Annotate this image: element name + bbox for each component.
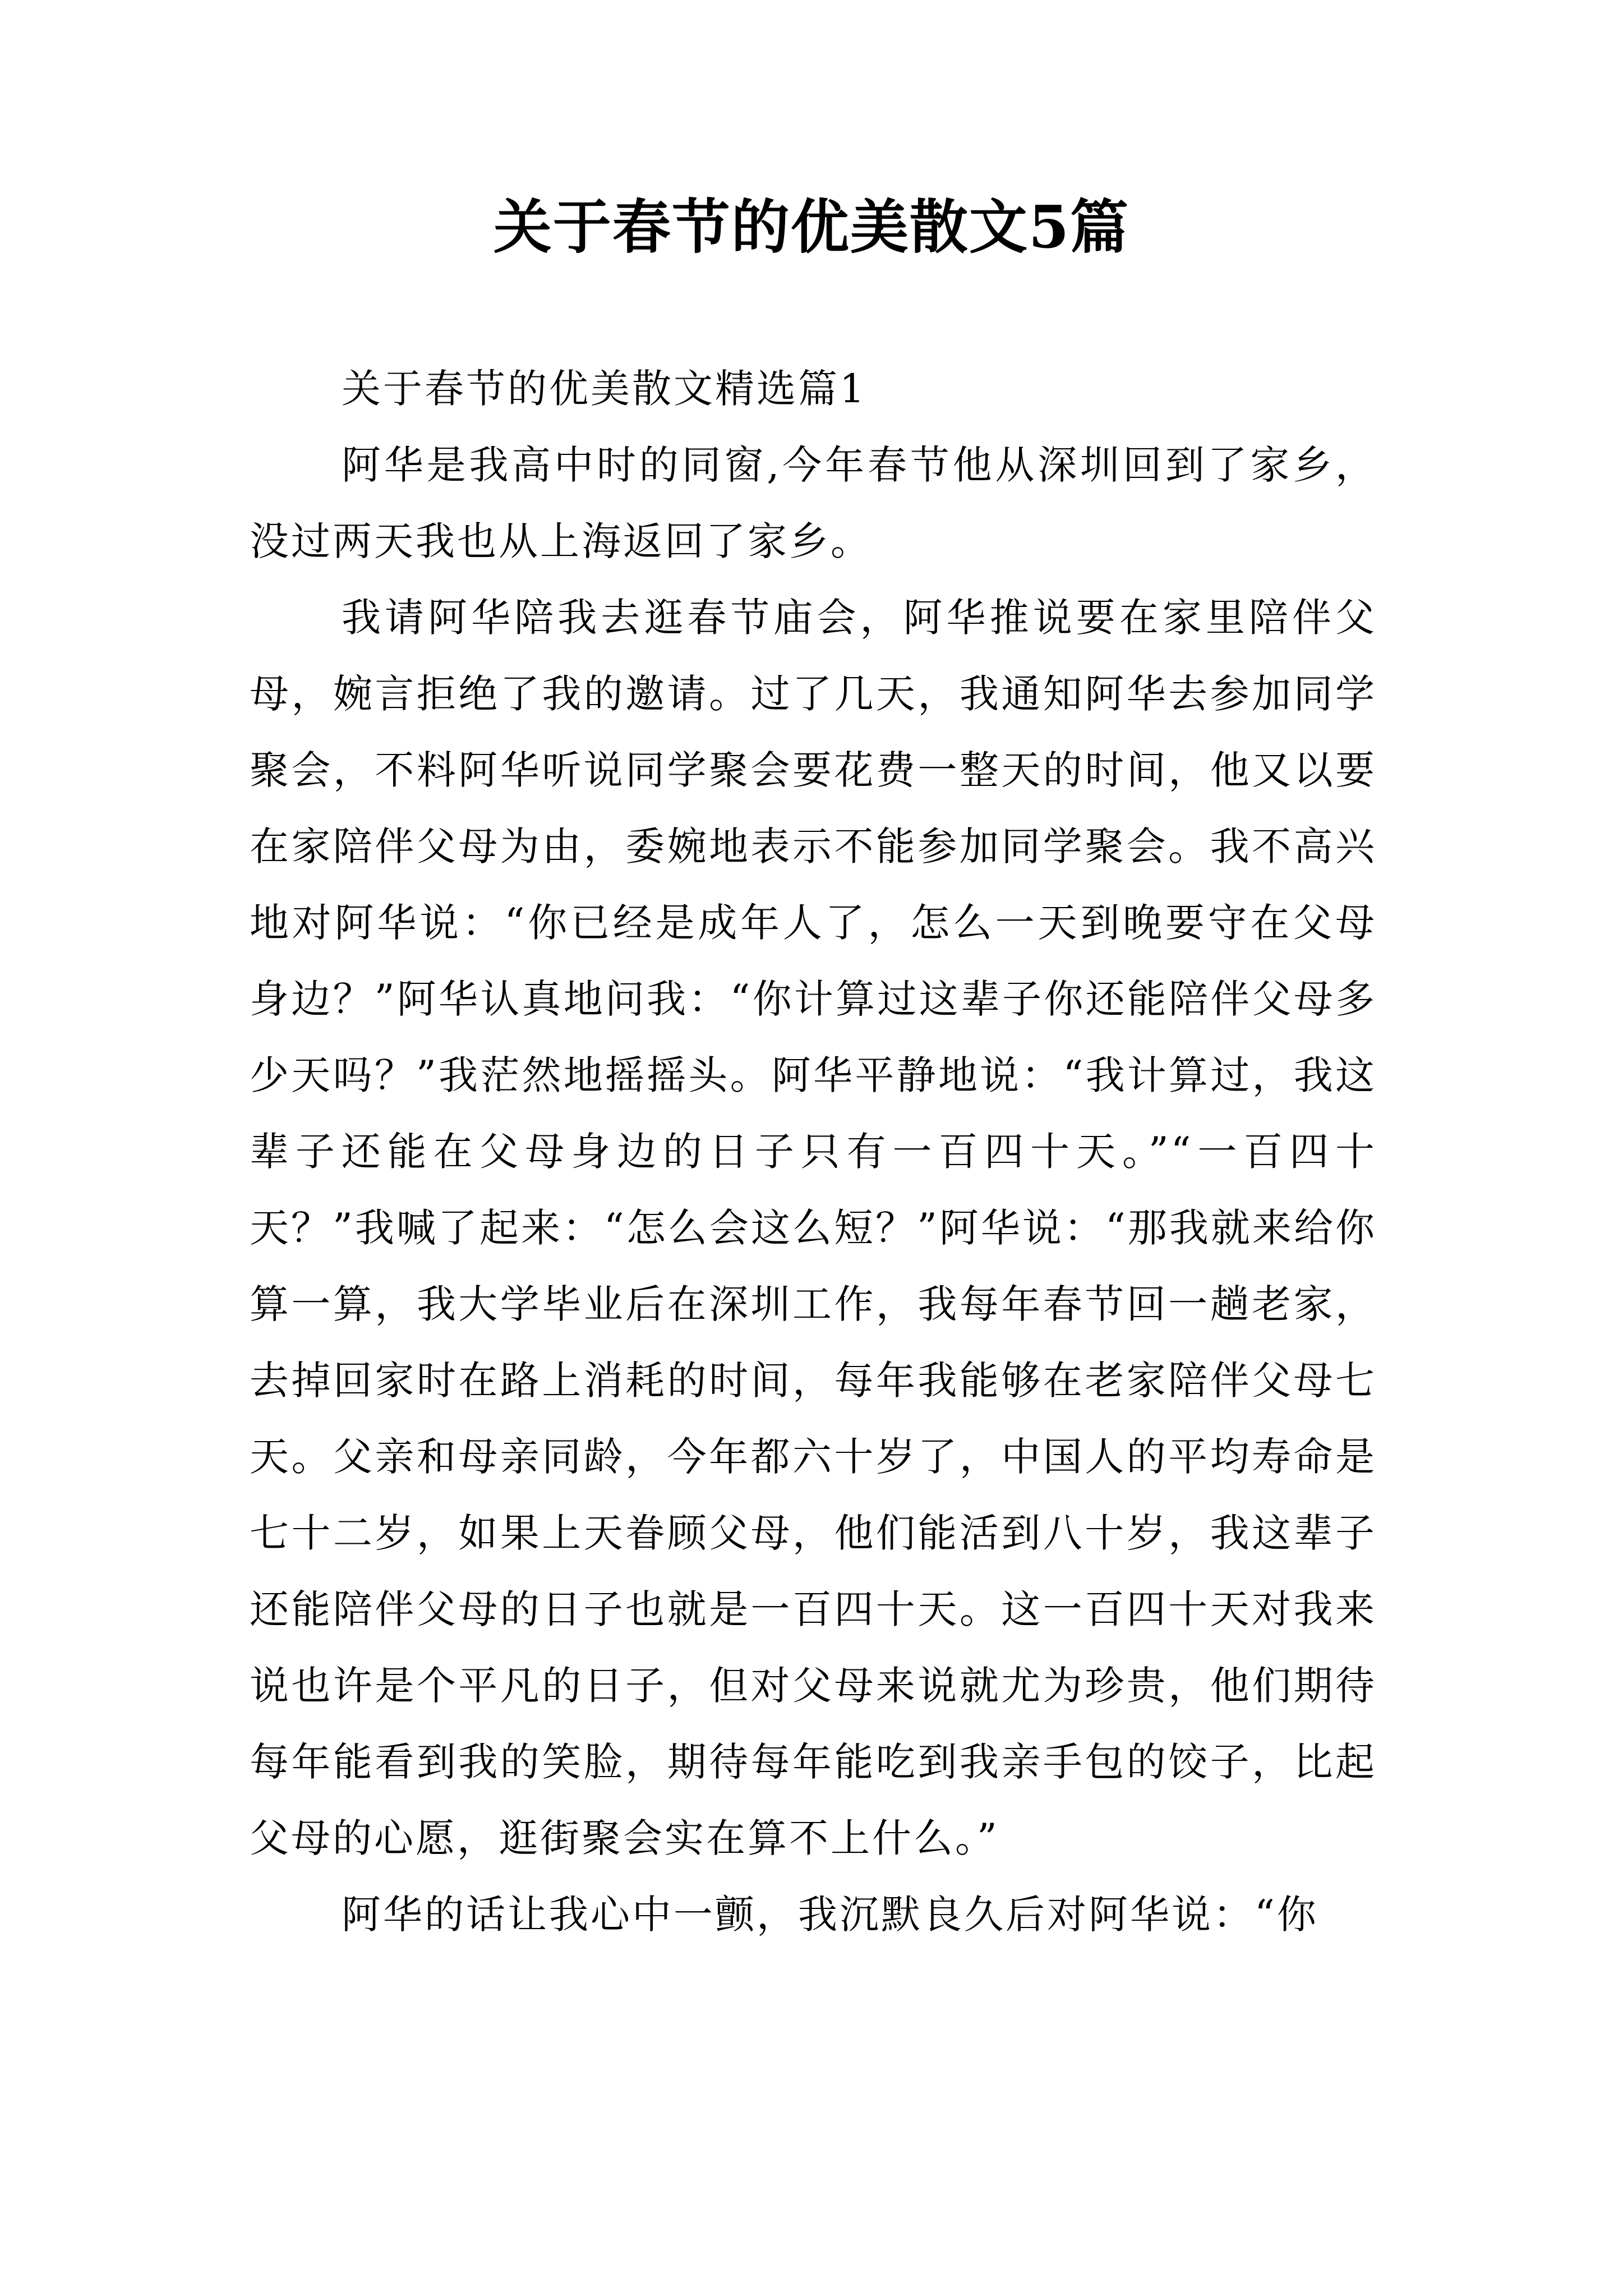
section-heading: 关于春节的优美散文精选篇1: [342, 366, 867, 412]
paragraph: 阿华的话让我心中一颤，我沉默良久后对阿华说：“你: [342, 1892, 1318, 1938]
document-title: 关于春节的优美散文5篇: [493, 192, 1130, 261]
document-body: [250, 351, 1377, 1953]
paragraph: 我请阿华陪我去逛春节庙会，阿华推说要在家里陪伴父母，婉言拒绝了我的邀请。过了几天，我通知阿华去参加同学聚会，不料阿华听说同学聚会要花费一整天的时间，他又以要在家陪伴父母为由，委婉地表示不能参加同学聚会。我不高兴地对阿华说：“你已经是成年人了，怎么一天到晚要守在父母身边？”阿华认真地问我：“你计算过这辈子你还能陪伴父母多少天吗？”我茫然地摇摇头。阿华平静地说：“我计算过，我这辈子还能在父母身边的日子只有一百四十天。”“一百四十天？”我喊了起来：“怎么会这么短？”阿华说：“那我就来给你算一算，我大学毕业后在深圳工作，我每年春节回一趟老家，去掉回家时在路上消耗的时间，每年我能够在老家陪伴父母七天。父亲和母亲同龄，今年都六十岁了，中国人的平均寿命是七十二岁，如果上天眷顾父母，他们能活到八十岁，我这辈子还能陪伴父母的日子也就是一百四十天。这一百四十天对我来说也许是个平凡的日子，但对父母来说就尤为珍贵，他们期待每年能看到我的笑脸，期待每年能吃到我亲手包的饺子，比起父母的心愿，逛街聚会实在算不上什么。”: [250, 595, 1377, 1861]
paragraph: 阿华是我高中时的同窗,今年春节他从深圳回到了家乡，没过两天我也从上海返回了家乡。: [250, 442, 1377, 564]
